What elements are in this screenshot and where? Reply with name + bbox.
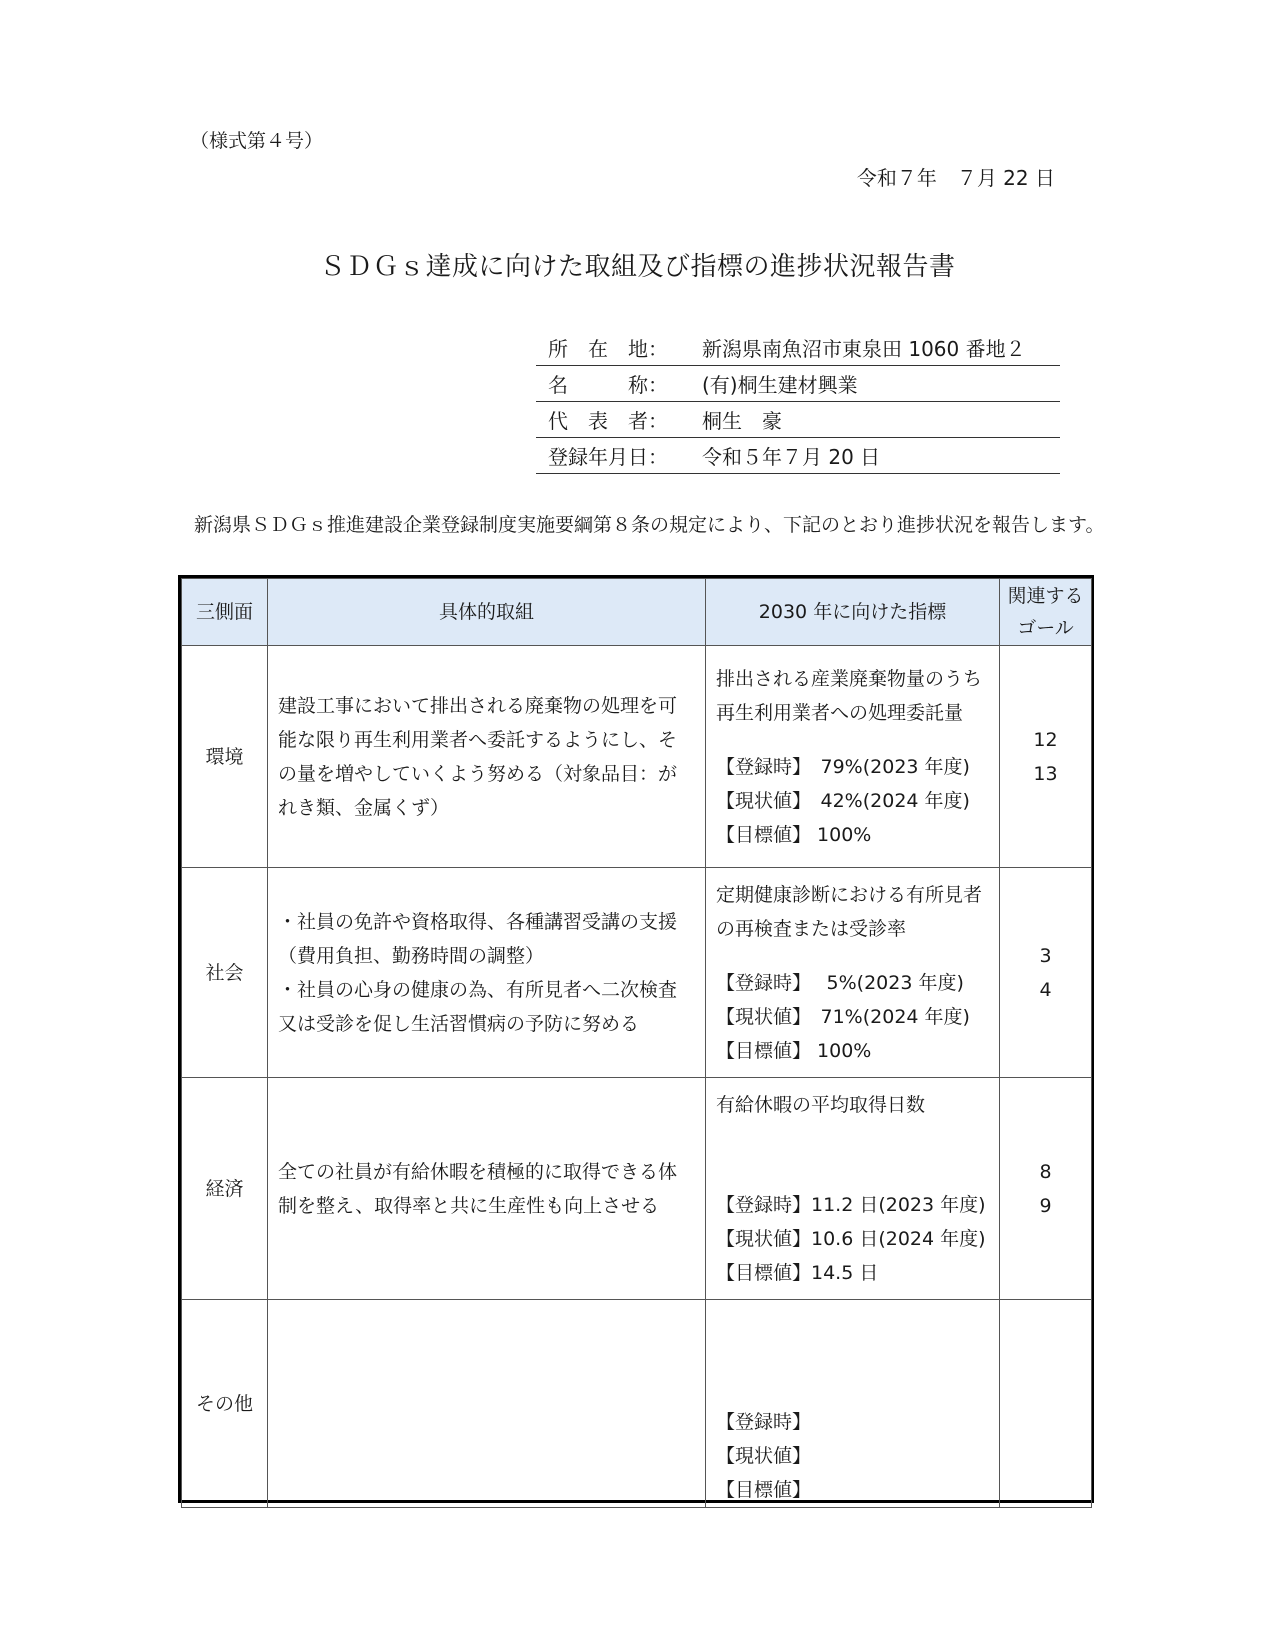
action-cell (268, 1078, 706, 1300)
header-indicator: 2030 年に向けた指標 (706, 579, 1000, 646)
indicator-description: 有給休暇の平均取得日数 (716, 1093, 926, 1116)
indicator-description: 定期健康診断における有所見者の再検査または受診率 (716, 883, 983, 940)
indicator-target: 【目標値】 100% (716, 1039, 872, 1062)
progress-table (178, 575, 1094, 1503)
indicator-cell (706, 1078, 1000, 1300)
table-header-row (182, 579, 1092, 646)
info-value: 令和５年７月 20 日 (702, 445, 881, 469)
goal-number: 13 (1033, 762, 1058, 785)
company-info (536, 330, 1060, 474)
table-row (182, 1078, 1092, 1300)
aspect-cell: 経済 (182, 1078, 268, 1300)
action-cell (268, 868, 706, 1078)
indicator-cell (706, 646, 1000, 868)
action-text: 建設工事において排出される廃棄物の処理を可能な限り再生利用業者へ委託するようにし、その量を増やしていくよう努める（対象品目：がれき類、金属くず） (278, 694, 678, 819)
info-row-address (536, 330, 1060, 366)
goal-cell (1000, 1078, 1092, 1300)
action-text: 全ての社員が有給休暇を積極的に取得できる体制を整え、取得率と共に生産性も向上させる (278, 1160, 678, 1217)
info-value: (有)桐生建材興業 (702, 373, 858, 397)
goal-number: 4 (1039, 978, 1052, 1001)
goal-number: 12 (1033, 728, 1058, 751)
info-label: 名 称： (548, 373, 668, 397)
info-label: 代 表 者： (548, 409, 668, 433)
page-title: ＳＤＧｓ達成に向けた取組及び指標の進捗状況報告書 (319, 252, 956, 282)
header-action: 具体的取組 (268, 579, 706, 646)
goal-number: 8 (1039, 1160, 1052, 1183)
indicator-description: 排出される産業廃棄物量のうち再生利用業者への処理委託量 (716, 667, 983, 724)
action-cell (268, 646, 706, 868)
goal-cell (1000, 1300, 1092, 1508)
table-row (182, 1300, 1092, 1508)
intro-text: 新潟県ＳＤＧｓ推進建設企業登録制度実施要綱第８条の規定により、下記のとおり進捗状況を報告します。 (194, 514, 1105, 536)
info-value: 桐生 豪 (702, 409, 782, 433)
header-goal (1000, 579, 1092, 646)
indicator-target: 【目標値】 100% (716, 823, 872, 846)
goal-number: 9 (1039, 1194, 1052, 1217)
form-number: （様式第４号） (190, 130, 324, 152)
indicator-target: 【目標値】 (716, 1479, 812, 1501)
indicator-registered: 【登録時】 (716, 1411, 812, 1433)
indicator-cell (706, 868, 1000, 1078)
indicator-current: 【現状値】 (716, 1445, 812, 1467)
info-label: 所 在 地： (548, 337, 668, 361)
info-label: 登録年月日： (548, 445, 668, 469)
goal-cell (1000, 868, 1092, 1078)
indicator-current: 【現状値】 71%(2024 年度) (716, 1005, 970, 1028)
action-text: ・社員の免許や資格取得、各種講習受講の支援（費用負担、勤務時間の調整） (278, 910, 678, 967)
action-text: ・社員の心身の健康の為、有所見者へ二次検査又は受診を促し生活習慣病の予防に努める (278, 978, 678, 1035)
info-row-name (536, 366, 1060, 402)
report-date: 令和７年 ７月 22 日 (856, 166, 1055, 190)
aspect-cell: その他 (182, 1300, 268, 1508)
indicator-registered: 【登録時】 5%(2023 年度) (716, 971, 964, 994)
indicator-current: 【現状値】10.6 日(2024 年度) (716, 1227, 986, 1250)
table-row (182, 646, 1092, 868)
info-row-representative (536, 402, 1060, 438)
info-value: 新潟県南魚沼市東泉田 1060 番地２ (702, 337, 1026, 361)
goal-number: 3 (1039, 944, 1052, 967)
table-row (182, 868, 1092, 1078)
header-goal-text: 関連する ゴール (1007, 585, 1084, 639)
goal-cell (1000, 646, 1092, 868)
aspect-cell: 社会 (182, 868, 268, 1078)
indicator-cell (706, 1300, 1000, 1508)
indicator-registered: 【登録時】11.2 日(2023 年度) (716, 1193, 986, 1216)
indicator-current: 【現状値】 42%(2024 年度) (716, 789, 970, 812)
info-row-registration-date (536, 438, 1060, 474)
indicator-target: 【目標値】14.5 日 (716, 1261, 879, 1284)
action-cell (268, 1300, 706, 1508)
aspect-cell: 環境 (182, 646, 268, 868)
header-aspect: 三側面 (182, 579, 268, 646)
indicator-registered: 【登録時】 79%(2023 年度) (716, 755, 970, 778)
